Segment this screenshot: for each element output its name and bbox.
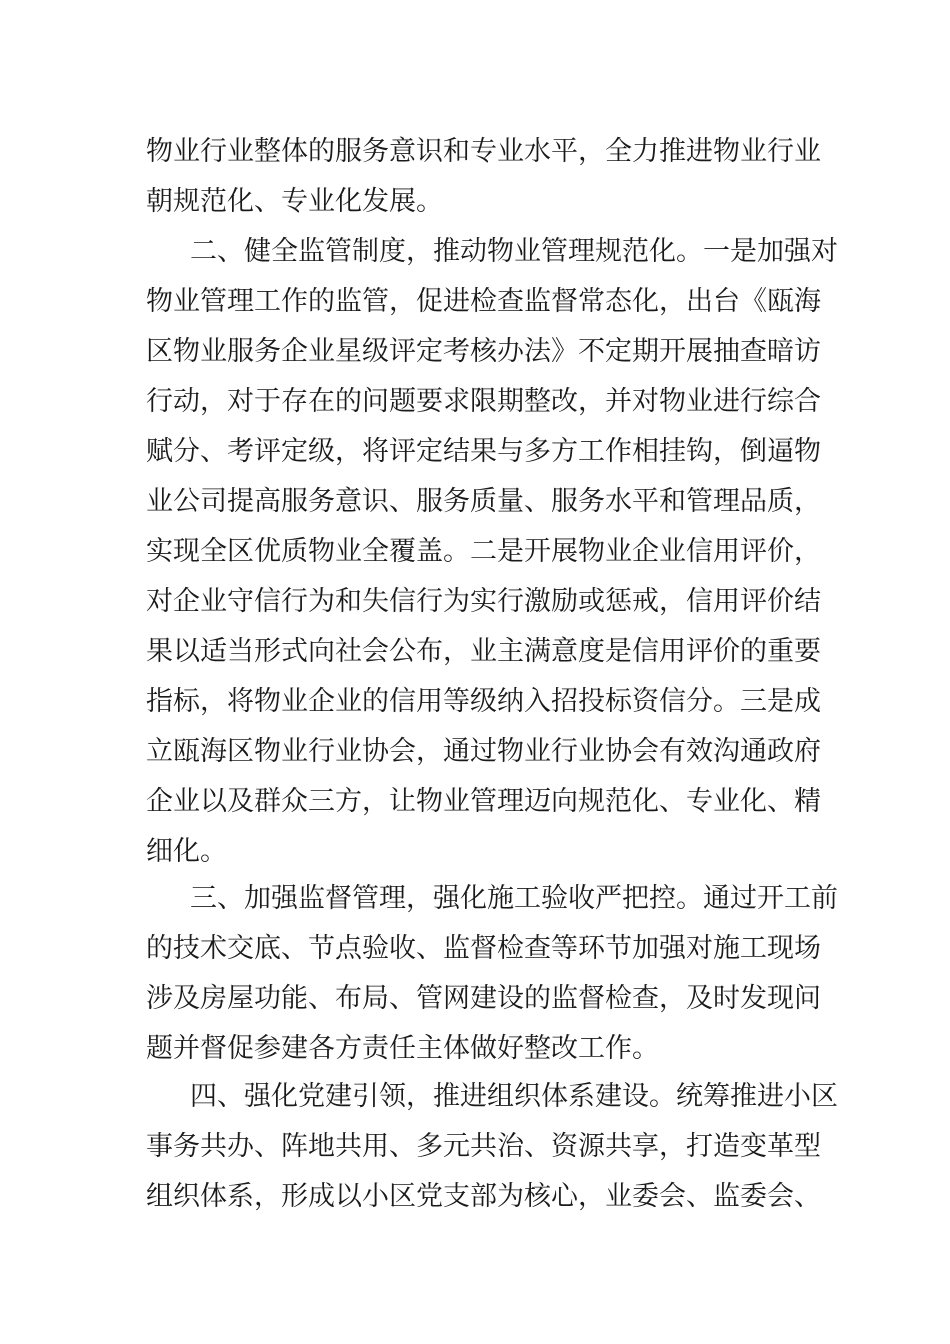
text-line: 业公司提高服务意识、服务质量、服务水平和管理品质， [146, 486, 821, 517]
text-line: 组织体系，形成以小区党支部为核心，业委会、监委会、 [146, 1181, 821, 1212]
text-line: 赋分、考评定级，将评定结果与多方工作相挂钩，倒逼物 [146, 436, 821, 467]
text-line: 区物业服务企业星级评定考核办法》不定期开展抽查暗访 [146, 336, 821, 367]
text-line: 的技术交底、节点验收、监督检查等环节加强对施工现场 [146, 933, 821, 964]
text-line: 立瓯海区物业行业协会，通过物业行业协会有效沟通政府 [146, 736, 821, 767]
text-line: 行动，对于存在的问题要求限期整改，并对物业进行综合 [146, 386, 821, 417]
text-line: 实现全区优质物业全覆盖。二是开展物业企业信用评价， [146, 536, 821, 567]
text-line: 物业行业整体的服务意识和专业水平，全力推进物业行业 [146, 136, 821, 167]
text-line: 涉及房屋功能、布局、管网建设的监督检查，及时发现问 [146, 983, 821, 1014]
text-line: 朝规范化、专业化发展。 [146, 186, 443, 217]
text-line: 细化。 [146, 836, 227, 867]
paragraph-heading-line: 四、强化党建引领，推进组织体系建设。统筹推进小区 [190, 1081, 838, 1112]
paragraph-heading-line: 三、加强监督管理，强化施工验收严把控。通过开工前 [190, 883, 838, 914]
text-line: 事务共办、阵地共用、多元共治、资源共享，打造变革型 [146, 1131, 821, 1162]
paragraph-heading-line: 二、健全监管制度，推动物业管理规范化。一是加强对 [190, 236, 838, 267]
text-line: 题并督促参建各方责任主体做好整改工作。 [146, 1033, 659, 1064]
text-line: 对企业守信行为和失信行为实行激励或惩戒，信用评价结 [146, 586, 821, 617]
text-line: 果以适当形式向社会公布，业主满意度是信用评价的重要 [146, 636, 821, 667]
text-line: 企业以及群众三方，让物业管理迈向规范化、专业化、精 [146, 786, 821, 817]
text-line: 指标，将物业企业的信用等级纳入招投标资信分。三是成 [146, 686, 821, 717]
text-line: 物业管理工作的监管，促进检查监督常态化，出台《瓯海 [146, 286, 821, 317]
